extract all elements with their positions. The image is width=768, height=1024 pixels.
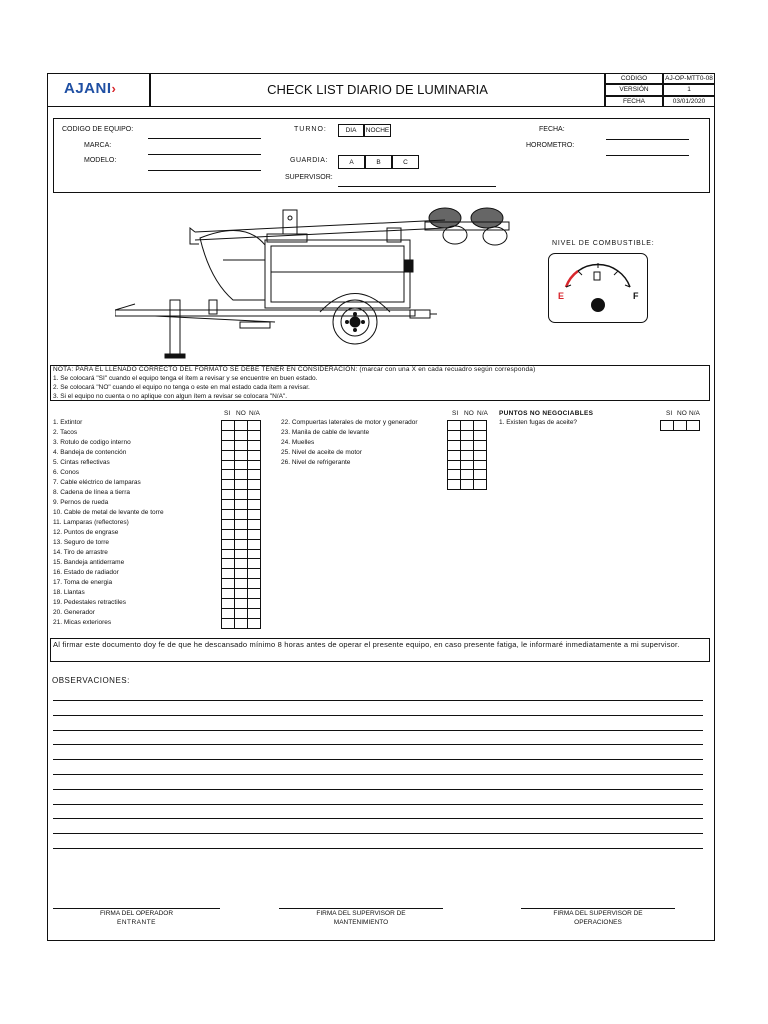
signature-operador-line1: FIRMA DEL OPERADOR <box>99 910 174 917</box>
checklist-row <box>222 421 261 431</box>
observaciones-label: OBSERVACIONES: <box>52 676 130 685</box>
checklist-item: 17. Toma de energia <box>53 579 113 586</box>
check-box-na[interactable] <box>248 450 261 460</box>
meta-codigo-label: CODIGO <box>620 75 648 82</box>
check-box-no[interactable] <box>235 559 248 569</box>
col2-no-header: NO <box>464 410 474 417</box>
logo-swoosh-icon: › <box>111 81 117 96</box>
check-box-si[interactable] <box>222 440 235 450</box>
fuel-full-label: F <box>633 291 639 301</box>
checklist-item: 5. Cintas reflectivas <box>53 459 110 466</box>
checklist-item: 25. Nivel de aceite de motor <box>281 449 362 456</box>
check-box-na[interactable] <box>248 490 261 500</box>
checklist-row <box>222 549 261 559</box>
fuel-empty-label: E <box>558 291 565 301</box>
checklist-row <box>222 460 261 470</box>
checklist-row <box>661 421 700 431</box>
check-box-si[interactable] <box>222 519 235 529</box>
check-box-no[interactable] <box>235 579 248 589</box>
check-box-si[interactable] <box>222 579 235 589</box>
checklist-item: 20. Generador <box>53 609 95 616</box>
fuel-level-label: NIVEL DE COMBUSTIBLE: <box>552 240 655 247</box>
checklist-row <box>222 539 261 549</box>
check-box-na[interactable] <box>248 510 261 520</box>
check-box-na[interactable] <box>248 608 261 618</box>
checklist-item: 21. Micas exteriores <box>53 619 112 626</box>
check-box-no[interactable] <box>235 421 248 431</box>
signature-operador-line2: ENTRANTE <box>116 919 157 926</box>
check-box-si[interactable] <box>448 440 461 450</box>
check-box-no[interactable] <box>235 539 248 549</box>
check-box-na[interactable] <box>248 529 261 539</box>
checklist-row <box>222 450 261 460</box>
check-box-no[interactable] <box>461 440 474 450</box>
check-box-no[interactable] <box>235 569 248 579</box>
col3-no-header: NO <box>677 410 687 417</box>
checklist-row <box>222 470 261 480</box>
check-box-si[interactable] <box>448 421 461 431</box>
checklist-item: 6. Conos <box>53 469 80 476</box>
check-box-na[interactable] <box>248 460 261 470</box>
checklist-item: 13. Seguro de torre <box>53 539 110 546</box>
col3-si-header: SI <box>666 410 673 417</box>
signature-line-mantenimiento[interactable] <box>279 908 443 909</box>
checklist-row <box>222 430 261 440</box>
light-tower-trailer-image <box>115 200 515 360</box>
checklist-item: 22. Compuertas laterales de motor y generador <box>281 419 418 426</box>
check-box-si[interactable] <box>222 539 235 549</box>
signature-operaciones-line2: OPERACIONES <box>574 919 622 926</box>
check-box-si[interactable] <box>222 608 235 618</box>
check-box-na[interactable] <box>248 519 261 529</box>
checklist-row <box>222 618 261 628</box>
observaciones-line[interactable] <box>53 804 703 805</box>
meta-version-value: 1 <box>687 86 691 93</box>
codigo-equipo-label: CODIGO DE EQUIPO: <box>62 126 134 133</box>
col2-si-header: SI <box>452 410 459 417</box>
observaciones-line[interactable] <box>53 700 703 701</box>
note-3: 3. Si el equipo no cuenta o no aplique con algun ítem a revisar se colocara "N/A". <box>53 393 288 400</box>
checklist-item: 15. Bandeja antiderrame <box>53 559 125 566</box>
modelo-label: MODELO: <box>84 157 117 164</box>
no-negociables-title: PUNTOS NO NEGOCIABLES <box>499 410 594 417</box>
check-box-si[interactable] <box>222 460 235 470</box>
checklist-item: 11. Lamparas (reflectores) <box>53 519 129 526</box>
observaciones-line[interactable] <box>53 759 703 760</box>
check-box-si[interactable] <box>222 618 235 628</box>
check-box-no[interactable] <box>235 608 248 618</box>
checklist-item: 16. Estado de radiador <box>53 569 119 576</box>
col3-na-header: N/A <box>689 410 700 417</box>
fecha-label: FECHA: <box>539 126 565 133</box>
check-box-si[interactable] <box>222 500 235 510</box>
check-box-no[interactable] <box>461 450 474 460</box>
company-logo <box>64 80 116 97</box>
observaciones-line[interactable] <box>53 848 703 849</box>
note-header: NOTA: PARA EL LLENADO CORRECTO DEL FORMATO SE DEBE TENER EN CONSIDERACION: (marcar con una X en cada recuadro según corresponda) <box>53 366 536 373</box>
check-box-si[interactable] <box>222 510 235 520</box>
checklist-row <box>222 440 261 450</box>
checklist-row <box>222 510 261 520</box>
checklist-row <box>222 559 261 569</box>
checklist-grid-col2[interactable] <box>447 420 487 490</box>
check-box-na[interactable] <box>474 421 487 431</box>
check-box-si[interactable] <box>222 421 235 431</box>
checklist-item: 9. Pernos de rueda <box>53 499 109 506</box>
declaration-text: Al firmar este documento doy fe de que he descansado mínimo 8 horas antes de operar el presente equipo, en caso presente fatiga, le informaré inmediatamente a mi supervisor. <box>53 640 680 649</box>
checklist-row <box>448 460 487 470</box>
no-negociables-grid[interactable] <box>660 420 700 431</box>
checklist-grid-col1[interactable] <box>221 420 261 629</box>
observaciones-line[interactable] <box>53 818 703 819</box>
checklist-item: 23. Manila de cable de levante <box>281 429 370 436</box>
check-box-no[interactable] <box>235 460 248 470</box>
check-box-na[interactable] <box>248 569 261 579</box>
checklist-item: 4. Bandeja de contención <box>53 449 127 456</box>
check-box-na[interactable] <box>474 480 487 490</box>
check-box-na[interactable] <box>248 589 261 599</box>
checklist-row <box>448 480 487 490</box>
check-box-si[interactable] <box>222 549 235 559</box>
check-box-si[interactable] <box>448 470 461 480</box>
checklist-row <box>222 490 261 500</box>
check-box-si[interactable] <box>222 430 235 440</box>
check-box-no[interactable] <box>235 599 248 609</box>
check-box-si[interactable] <box>222 559 235 569</box>
checklist-row <box>222 529 261 539</box>
signature-mantenimiento-line1: FIRMA DEL SUPERVISOR DE <box>316 910 406 917</box>
check-box-na[interactable] <box>687 421 700 431</box>
checklist-item: 12. Puntos de engrase <box>53 529 119 536</box>
check-box-na[interactable] <box>248 480 261 490</box>
turno-dia-box[interactable]: DIA <box>338 124 364 137</box>
horometro-field[interactable] <box>606 155 689 156</box>
checklist-row <box>448 450 487 460</box>
marca-label: MARCA: <box>84 142 112 149</box>
check-box-na[interactable] <box>248 618 261 628</box>
observaciones-line[interactable] <box>53 715 703 716</box>
check-box-na[interactable] <box>248 430 261 440</box>
check-box-na[interactable] <box>248 440 261 450</box>
check-box-na[interactable] <box>248 500 261 510</box>
observaciones-line[interactable] <box>53 744 703 745</box>
page-title: CHECK LIST DIARIO DE LUMINARIA <box>267 82 488 97</box>
fecha-field[interactable] <box>606 139 689 140</box>
signature-line-operaciones[interactable] <box>521 908 675 909</box>
check-box-no[interactable] <box>235 430 248 440</box>
turno-noche-box[interactable]: NOCHE <box>364 124 391 137</box>
fuel-gauge-icon <box>548 253 648 323</box>
guardia-c-box[interactable]: C <box>392 155 419 169</box>
check-box-no[interactable] <box>235 589 248 599</box>
observaciones-line[interactable] <box>53 730 703 731</box>
col1-na-header: N/A <box>249 410 260 417</box>
checklist-row <box>222 579 261 589</box>
check-box-na[interactable] <box>474 440 487 450</box>
check-box-na[interactable] <box>248 599 261 609</box>
check-box-si[interactable] <box>448 430 461 440</box>
check-box-no[interactable] <box>235 470 248 480</box>
check-box-si[interactable] <box>448 480 461 490</box>
check-box-na[interactable] <box>248 579 261 589</box>
checklist-item: 1. Extintor <box>53 419 83 426</box>
checklist-row <box>448 440 487 450</box>
meta-version-label: VERSIÓN <box>619 86 649 93</box>
check-box-no[interactable] <box>235 450 248 460</box>
check-box-no[interactable] <box>235 529 248 539</box>
check-box-no[interactable] <box>461 430 474 440</box>
checklist-item: 1. Existen fugas de aceite? <box>499 419 578 426</box>
check-box-si[interactable] <box>222 450 235 460</box>
check-box-si[interactable] <box>222 529 235 539</box>
observaciones-line[interactable] <box>53 789 703 790</box>
meta-codigo-value: AJ-OP-MTT0-08 <box>665 75 713 82</box>
check-box-no[interactable] <box>235 519 248 529</box>
check-box-si[interactable] <box>448 450 461 460</box>
logo-text: AJANI <box>64 80 112 97</box>
signature-mantenimiento-line2: MANTENIMIENTO <box>333 919 389 926</box>
marca-field[interactable] <box>148 154 261 155</box>
check-box-si[interactable] <box>222 470 235 480</box>
note-1: 1. Se colocará "SI" cuando el equipo tenga el ítem a revisar y se encuentre en buen estado. <box>53 375 318 382</box>
note-2: 2. Se colocará "NO" cuando el equipo no tenga o este en mal estado cada ítem a revisar. <box>53 384 310 391</box>
check-box-no[interactable] <box>461 470 474 480</box>
checklist-item: 26. Nivel de refrigerante <box>281 459 351 466</box>
col1-no-header: NO <box>236 410 246 417</box>
signature-line-operador[interactable] <box>53 908 220 909</box>
checklist-item: 24. Muelles <box>281 439 315 446</box>
check-box-si[interactable] <box>222 569 235 579</box>
col1-si-header: SI <box>224 410 231 417</box>
check-box-no[interactable] <box>461 421 474 431</box>
check-box-na[interactable] <box>248 421 261 431</box>
check-box-si[interactable] <box>222 589 235 599</box>
meta-fecha-label: FECHA <box>622 98 646 105</box>
check-box-no[interactable] <box>235 618 248 628</box>
checklist-item: 2. Tacos <box>53 429 78 436</box>
guardia-label: GUARDIA: <box>290 157 328 164</box>
checklist-row <box>222 480 261 490</box>
check-box-na[interactable] <box>248 539 261 549</box>
checklist-row <box>448 470 487 480</box>
checklist-row <box>222 599 261 609</box>
checklist-row <box>222 608 261 618</box>
horometro-label: HOROMETRO: <box>526 142 575 149</box>
check-box-no[interactable] <box>235 490 248 500</box>
check-box-na[interactable] <box>474 430 487 440</box>
checklist-item: 8. Cadena de línea a tierra <box>53 489 130 496</box>
turno-label: TURNO: <box>294 126 327 133</box>
check-box-no[interactable] <box>235 500 248 510</box>
supervisor-field[interactable] <box>338 186 496 187</box>
meta-fecha-value: 03/01/2020 <box>672 98 706 105</box>
check-box-no[interactable] <box>235 440 248 450</box>
check-box-na[interactable] <box>474 460 487 470</box>
observaciones-line[interactable] <box>53 774 703 775</box>
codigo-equipo-field[interactable] <box>148 138 261 139</box>
signature-operaciones-line1: FIRMA DEL SUPERVISOR DE <box>553 910 643 917</box>
checklist-item: 3. Rotulo de codigo interno <box>53 439 131 446</box>
checklist-row <box>222 519 261 529</box>
check-box-na[interactable] <box>248 470 261 480</box>
checklist-row <box>222 500 261 510</box>
guardia-a-box[interactable]: A <box>338 155 365 169</box>
check-box-si[interactable] <box>222 490 235 500</box>
check-box-no[interactable] <box>235 510 248 520</box>
col2-na-header: N/A <box>477 410 488 417</box>
checklist-item: 7. Cable eléctrico de lamparas <box>53 479 141 486</box>
check-box-no[interactable] <box>674 421 687 431</box>
check-box-no[interactable] <box>235 480 248 490</box>
observaciones-line[interactable] <box>53 833 703 834</box>
checklist-item: 18. Llantas <box>53 589 85 596</box>
checklist-row <box>222 569 261 579</box>
checklist-row <box>222 589 261 599</box>
check-box-no[interactable] <box>461 480 474 490</box>
check-box-si[interactable] <box>222 599 235 609</box>
checklist-row <box>448 430 487 440</box>
guardia-b-box[interactable]: B <box>365 155 392 169</box>
check-box-si[interactable] <box>222 480 235 490</box>
checklist-item: 19. Pedestales retractiles <box>53 599 126 606</box>
check-box-na[interactable] <box>474 450 487 460</box>
supervisor-label: SUPERVISOR: <box>285 174 333 181</box>
checklist-item: 10. Cable de metal de levante de torre <box>53 509 164 516</box>
check-box-na[interactable] <box>248 549 261 559</box>
checklist-item: 14. Tiro de arrastre <box>53 549 108 556</box>
modelo-field[interactable] <box>148 170 261 171</box>
check-box-si[interactable] <box>661 421 674 431</box>
check-box-no[interactable] <box>235 549 248 559</box>
check-box-si[interactable] <box>448 460 461 470</box>
check-box-no[interactable] <box>461 460 474 470</box>
checklist-row <box>448 421 487 431</box>
check-box-na[interactable] <box>474 470 487 480</box>
check-box-na[interactable] <box>248 559 261 569</box>
